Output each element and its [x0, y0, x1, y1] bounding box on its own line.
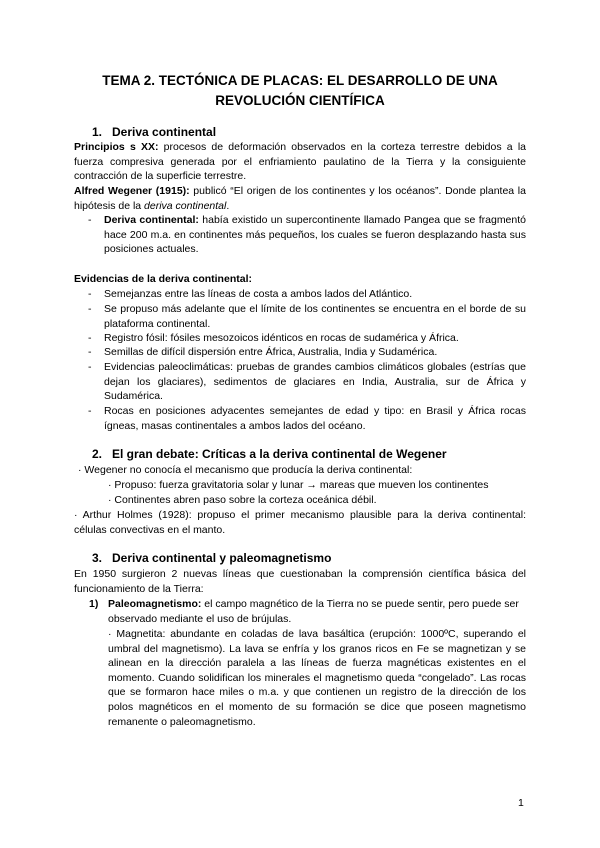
paragraph-wegener [74, 184, 526, 213]
bullet-deriva [104, 213, 526, 257]
title-line-2: REVOLUCIÓN CIENTÍFICA [215, 93, 385, 108]
debate-holmes: · Arthur Holmes (1928): propuso el primer mecanismo plausible para la deriva continental: células convectivas en el manto. [74, 509, 526, 536]
bullet-dash: - [88, 288, 92, 300]
principios-label: Principios s XX: [74, 141, 159, 153]
bullet-dash: - [88, 214, 92, 226]
evidence-item: Evidencias paleoclimáticas: pruebas de grandes cambios climáticos globales (estrías que dejan los glaciares), sedimentos de glaciares en India, Australia, sur de África y Sudamérica. [104, 361, 526, 403]
evidence-heading: Evidencias de la deriva continental: [74, 273, 252, 285]
deriva-text: había existido un supercontinente llamado Pangea que se fragmentó hace 200 m.a. en continentes más pequeños, los cuales se fueron desplazando hasta sus posiciones actuales. [104, 214, 526, 256]
document-title [60, 71, 540, 111]
section-3-number: 3. [92, 551, 103, 565]
evidence-item: Semillas de difícil dispersión entre África, Australia, India y Sudamérica. [104, 346, 438, 358]
section-2-heading [92, 446, 447, 462]
paleo-intro: En 1950 surgieron 2 nuevas líneas que cuestionaban la comprensión científica básica del funcionamiento de la Tierra: [74, 568, 526, 595]
section-2-number: 2. [92, 447, 103, 461]
paleomagnetismo-item [108, 597, 526, 626]
section-3-heading [92, 550, 331, 566]
section-1-title: Deriva continental [112, 125, 217, 139]
evidence-item: Se propuso más adelante que el límite de los continentes se encuentra en el borde de su plataforma continental. [104, 303, 526, 330]
section-1-number: 1. [92, 125, 103, 139]
deriva-label: Deriva continental: [104, 214, 199, 226]
item-number: 1) [89, 598, 99, 610]
bullet-dash: - [88, 361, 92, 373]
evidence-item: Semejanzas entre las líneas de costa a ambos lados del Atlántico. [104, 288, 413, 300]
bullet-dash: - [88, 332, 92, 344]
bullet-dash: - [88, 303, 92, 315]
paleomagnetismo-text: el campo magnético de la Tierra no se puede sentir, pero puede ser observado mediante el uso de brújulas. [108, 598, 519, 625]
title-line-1: TEMA 2. TECTÓNICA DE PLACAS: EL DESARROLLO DE UNA [102, 73, 498, 88]
debate-subline: · Continentes abren paso sobre la corteza oceánica débil. [108, 494, 377, 506]
section-2-title: El gran debate: Críticas a la deriva continental de Wegener [112, 447, 447, 461]
bullet-dash: - [88, 405, 92, 417]
wegener-text: publicó “El origen de los continentes y los océanos”. Donde plantea la hipótesis de la [74, 185, 526, 212]
section-3-title: Deriva continental y paleomagnetismo [112, 551, 332, 565]
evidence-item: Registro fósil: fósiles mesozoicos idénticos en rocas de sudamérica y África. [104, 332, 459, 344]
bullet-dash: - [88, 346, 92, 358]
magnetita-paragraph: · Magnetita: abundante en coladas de lava basáltica (erupción: 1000ºC, superando el umbral del magnetismo). La lava se enfría y los granos ricos en Fe se magnetizan y se alinean en la dirección paralela a las líneas de fuerza magnéticas existentes en el momento. Cuando solidifican los minerales el magnetismo queda “congelado”. Las rocas que se formaron hace miles o m.a. y que contienen un registro de la dirección de los polos magnéticos en el momento de su formación se dice que poseen magnetismo remanente o paleomagnetismo. [108, 628, 526, 728]
paleomagnetismo-label: Paleomagnetismo: [108, 598, 202, 610]
section-1-heading [92, 124, 216, 140]
debate-subline: · Propuso: fuerza gravitatoria solar y lunar → mareas que mueven los continentes [108, 479, 489, 491]
paragraph-principios [74, 140, 526, 184]
page-number: 1 [518, 797, 524, 809]
wegener-end: . [226, 199, 230, 212]
evidence-item: Rocas en posiciones adyacentes semejantes de edad y tipo: en Brasil y África rocas ígneas, masas continentales a ambos lados del océano. [104, 405, 526, 432]
debate-line: · Wegener no conocía el mecanismo que producía la deriva continental: [78, 464, 413, 476]
principios-text: procesos de deformación observados en la corteza terrestre debidos a la fuerza compresiva generada por el enfriamiento paulatino de la Tierra y la consiguiente contracción de la superficie terrestre. [74, 141, 526, 183]
wegener-italic: deriva continental [144, 199, 227, 212]
wegener-label: Alfred Wegener (1915): [74, 185, 190, 197]
